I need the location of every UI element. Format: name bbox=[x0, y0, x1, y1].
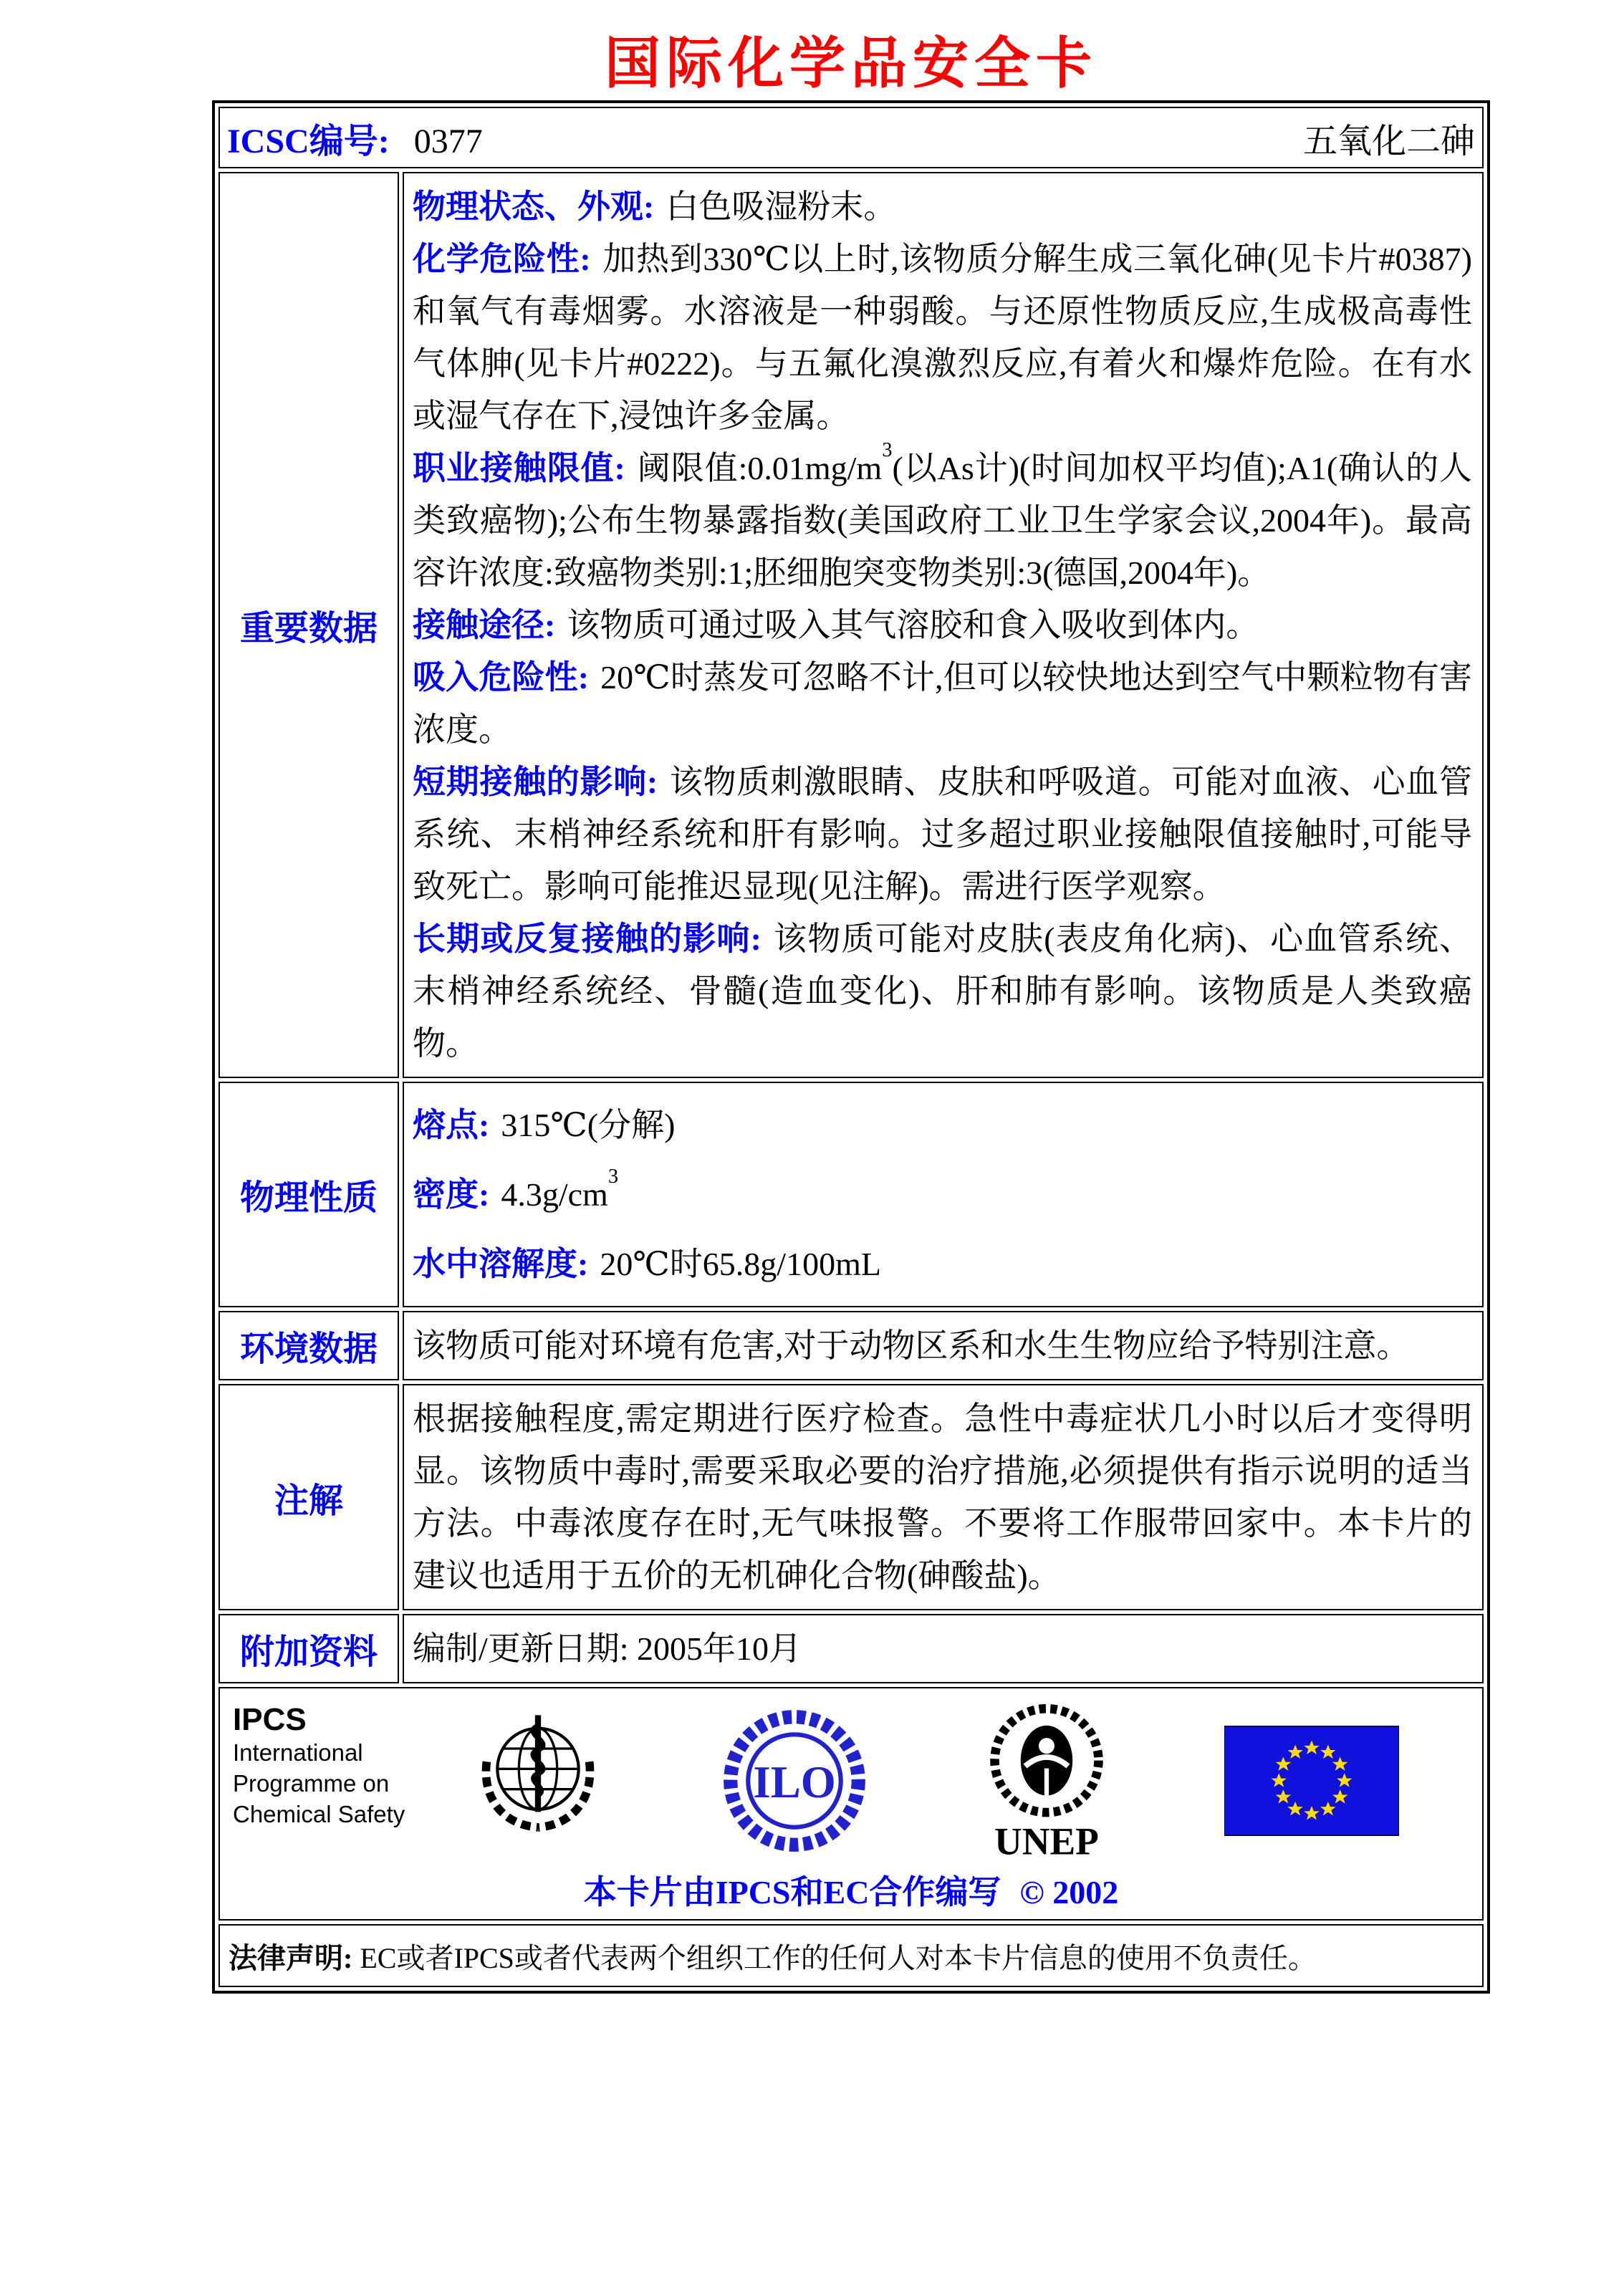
copyright-text: © 2002 bbox=[1019, 1874, 1119, 1910]
field-water-solubility bbox=[413, 1229, 1472, 1299]
page-title: 国际化学品安全卡 bbox=[604, 32, 1097, 95]
icsc-number-value: 0377 bbox=[413, 122, 483, 160]
field-text: 20℃时65.8g/100mL bbox=[600, 1246, 881, 1282]
who-logo-icon bbox=[466, 1709, 610, 1852]
field-label: 长期或反复接触的影响: bbox=[413, 921, 761, 957]
ilo-logo-text: ILO bbox=[752, 1756, 836, 1807]
field-label: 密度: bbox=[413, 1176, 490, 1213]
field-text: 20℃时蒸发可忽略不计,但可以较快地达到空气中颗粒物有害浓度。 bbox=[413, 659, 1472, 748]
environmental-data-row bbox=[218, 1311, 1484, 1380]
chemical-name: 五氧化二砷 bbox=[1302, 122, 1475, 160]
caption-text: 本卡片由IPCS和EC合作编写 bbox=[583, 1874, 1001, 1910]
field-chemical-danger bbox=[413, 233, 1472, 442]
physical-properties-content bbox=[403, 1082, 1484, 1307]
field-text: 315℃(分解) bbox=[501, 1107, 676, 1143]
field-text: (以As计)(时间加权平均值);A1(确认的人类致癌物);公布生物暴露指数(美国政府工业卫生学家会议,2004年)。最高容许浓度:致癌物类别:1;胚细胞突变物类别:3(德国,2004年)。 bbox=[413, 450, 1472, 591]
icsc-number-group bbox=[227, 113, 483, 163]
additional-info-content: 编制/更新日期: 2005年10月 bbox=[403, 1614, 1484, 1683]
legal-label: 法律声明: bbox=[229, 1941, 353, 1974]
icsc-card-table bbox=[212, 100, 1490, 1994]
ipcs-line: Chemical Safety bbox=[233, 1801, 405, 1827]
additional-info-row bbox=[218, 1614, 1484, 1683]
field-physical-state-appearance bbox=[413, 181, 1472, 233]
legal-text: EC或者IPCS或者代表两个组织工作的任何人对本卡片信息的使用不负责任。 bbox=[360, 1941, 1317, 1974]
ipcs-acronym: IPCS bbox=[233, 1702, 307, 1737]
field-text: 阈限值:0.01mg/m bbox=[636, 450, 883, 486]
field-label: 短期接触的影响: bbox=[413, 764, 658, 800]
notes-content: 根据接触程度,需定期进行医疗检查。急性中毒症状几小时以后才变得明显。该物质中毒时,需要采取必要的治疗措施,必须提供有指示说明的适当方法。中毒浓度存在时,无气味报警。不要将工作服带回家中。本卡片的建议也适用于五价的无机砷化合物(砷酸盐)。 bbox=[403, 1384, 1484, 1610]
ipcs-line: International bbox=[233, 1739, 363, 1766]
field-label: 职业接触限值: bbox=[413, 450, 625, 486]
logo-row bbox=[412, 1698, 1475, 1863]
important-data-row bbox=[218, 172, 1484, 1078]
row-label-additional-info: 附加资料 bbox=[218, 1614, 399, 1683]
field-label: 化学危险性: bbox=[413, 241, 591, 277]
field-short-term-effects bbox=[413, 756, 1472, 913]
field-text: 白色吸湿粉末。 bbox=[666, 188, 897, 225]
field-label: 吸入危险性: bbox=[413, 659, 590, 696]
ilo-logo-icon bbox=[719, 1706, 870, 1856]
field-label: 熔点: bbox=[413, 1107, 490, 1143]
row-label-notes: 注解 bbox=[218, 1384, 399, 1610]
field-inhalation-risk bbox=[413, 651, 1472, 756]
ipcs-text-block bbox=[227, 1698, 412, 1830]
field-text: 该物质刺激眼睛、皮肤和呼吸道。可能对血液、心血管系统、末梢神经系统和肝有影响。过多超过职业接触限值接触时,可能导致死亡。影响可能推迟显现(见注解)。需进行医学观察。 bbox=[413, 764, 1472, 905]
row-label-physical-properties: 物理性质 bbox=[218, 1082, 399, 1307]
field-label: 水中溶解度: bbox=[413, 1246, 589, 1282]
field-density bbox=[413, 1160, 1472, 1229]
field-text: 该物质可通过吸入其气溶胶和食入吸收到体内。 bbox=[567, 607, 1259, 643]
field-text: 该物质可能对皮肤(表皮角化病)、心血管系统、末梢神经系统经、骨髓(造血变化)、肝和肺有影响。该物质是人类致癌物。 bbox=[413, 921, 1472, 1062]
field-exposure-routes bbox=[413, 599, 1472, 651]
field-occupational-exposure-limit bbox=[413, 439, 1472, 599]
eu-flag-icon bbox=[1224, 1726, 1399, 1836]
logo-strip bbox=[227, 1698, 1475, 1863]
unep-logo-icon bbox=[979, 1698, 1115, 1863]
field-text: 加热到330℃以上时,该物质分解生成三氧化砷(见卡片#0387)和氧气有毒烟雾。水溶液是一种弱酸。与还原性物质反应,生成极高毒性气体胂(见卡片#0222)。与五氟化溴激烈反应,有着火和爆炸危险。在有水或湿气存在下,浸蚀许多金属。 bbox=[413, 241, 1472, 434]
row-label-important-data: 重要数据 bbox=[218, 172, 399, 1078]
logos-row bbox=[218, 1687, 1484, 1921]
field-long-term-effects bbox=[413, 913, 1472, 1070]
row-label-environmental-data: 环境数据 bbox=[218, 1311, 399, 1380]
environmental-data-content: 该物质可能对环境有危害,对于动物区系和水生生物应给予特别注意。 bbox=[403, 1311, 1484, 1380]
important-data-content bbox=[403, 172, 1484, 1078]
field-label: 接触途径: bbox=[413, 607, 556, 643]
ipcs-line: Programme on bbox=[233, 1770, 390, 1797]
icsc-number-label: ICSC编号: bbox=[227, 122, 390, 160]
field-text: 4.3g/cm bbox=[501, 1176, 608, 1213]
field-label: 物理状态、外观: bbox=[413, 188, 655, 225]
superscript: 3 bbox=[607, 1165, 619, 1188]
field-melting-point bbox=[413, 1090, 1472, 1160]
cooperation-caption bbox=[227, 1866, 1475, 1913]
physical-properties-row bbox=[218, 1082, 1484, 1307]
notes-row bbox=[218, 1384, 1484, 1610]
legal-row bbox=[218, 1924, 1484, 1987]
superscript: 3 bbox=[882, 439, 893, 461]
unep-logo-text: UNEP bbox=[994, 1820, 1100, 1863]
header-row bbox=[218, 107, 1484, 168]
